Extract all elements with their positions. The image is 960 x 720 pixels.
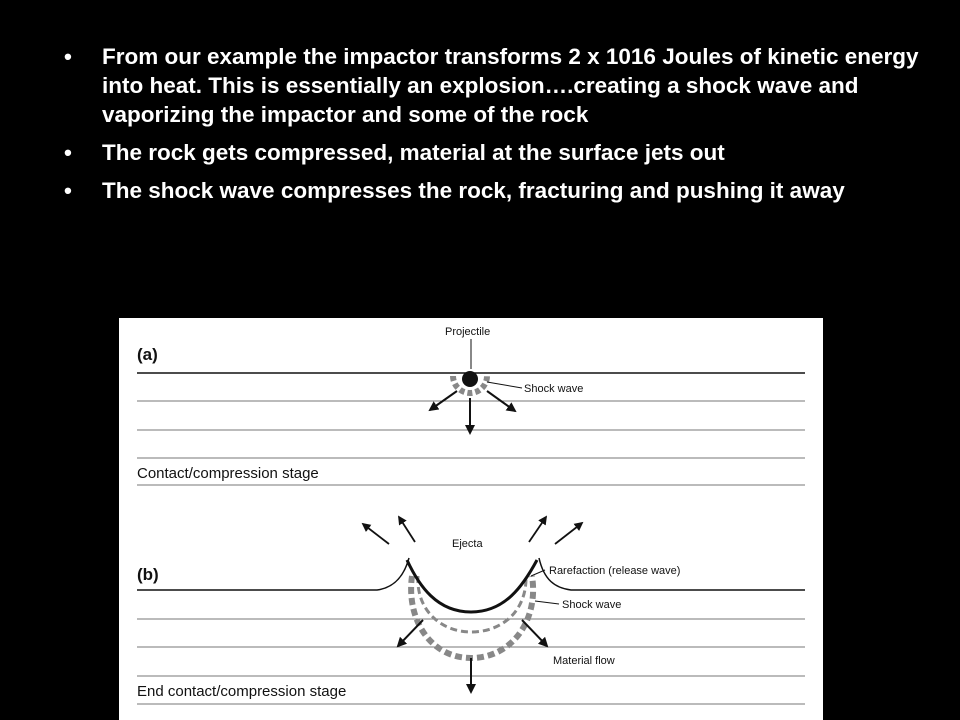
material-flow-arrow-left <box>398 620 423 646</box>
ejecta-label: Ejecta <box>452 538 483 550</box>
material-flow-label: Material flow <box>553 655 615 667</box>
ejecta-arrow <box>399 517 415 542</box>
bullet-list <box>60 42 920 214</box>
stage-label-b: End contact/compression stage <box>137 683 347 700</box>
shock-wave-outer-bowl <box>411 576 533 658</box>
impact-diagram-svg <box>119 318 823 720</box>
bullet-item <box>60 138 920 167</box>
bullet-marker: • <box>64 178 72 203</box>
bullet-marker: • <box>64 44 72 69</box>
panel-b-label: (b) <box>137 565 159 584</box>
rarefaction-bowl <box>418 576 526 632</box>
shock-wave-pointer <box>487 382 522 388</box>
projectile-label: Projectile <box>445 326 491 338</box>
bullet-marker: • <box>64 140 72 165</box>
stage-label-a: Contact/compression stage <box>137 465 319 482</box>
material-flow-arrow-right <box>522 620 547 646</box>
bullet-item <box>60 176 920 205</box>
projectile-circle <box>462 371 478 387</box>
bullet-item <box>60 42 920 129</box>
ground-surface-left <box>137 558 409 590</box>
panel-b <box>137 517 805 704</box>
ejecta-arrow <box>529 517 546 542</box>
shock-wave-pointer-b <box>535 601 559 604</box>
bullet-text: The shock wave compresses the rock, fracturing and pushing it away <box>102 178 845 203</box>
bullet-text: From our example the impactor transforms 2 x 1016 Joules of kinetic energy into heat. This is essentially an explosion….creating a shock wave and vaporizing the impactor and some of the rock <box>102 44 919 127</box>
rarefaction-label: Rarefaction (release wave) <box>549 565 681 577</box>
ejecta-arrow <box>555 523 582 544</box>
shock-wave-label-b: Shock wave <box>562 599 622 611</box>
rarefaction-pointer <box>531 570 545 576</box>
shock-wave-label-a: Shock wave <box>524 383 584 395</box>
panel-a <box>137 326 805 485</box>
ejecta-arrow <box>363 524 389 544</box>
bullet-text: The rock gets compressed, material at the surface jets out <box>102 140 725 165</box>
impact-diagram <box>119 318 823 720</box>
panel-a-label: (a) <box>137 345 158 364</box>
crater-bowl <box>407 560 537 612</box>
